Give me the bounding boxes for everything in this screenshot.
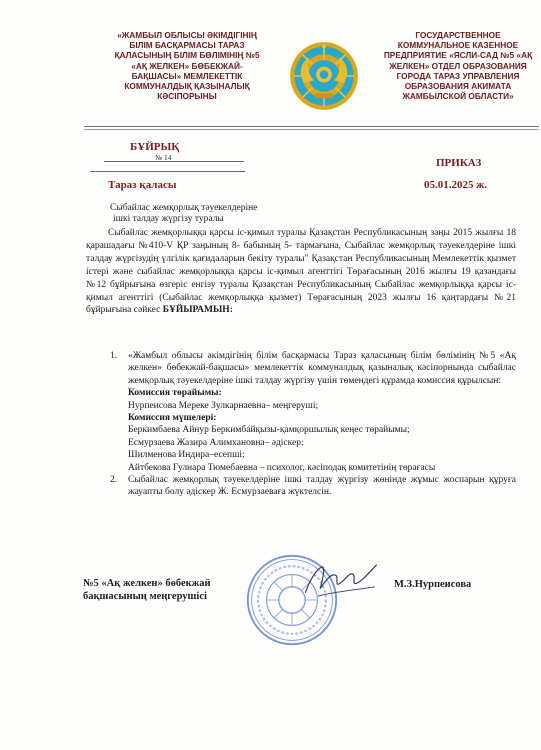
header-left-line: КӘСІПОРЫНЫ <box>157 91 217 102</box>
preamble <box>86 227 516 317</box>
header-divider-thin <box>84 129 539 130</box>
order-item <box>110 474 516 499</box>
header-right-line: ЖЕЛКЕН» ОТДЕЛ ОБРАЗОВАНИЯ <box>389 60 527 71</box>
org-name-kazakh <box>103 30 271 101</box>
position-line: №5 «Ақ желкен» бөбекжай <box>83 578 211 589</box>
header-right-line: ГОСУДАРСТВЕННОЕ <box>415 30 501 40</box>
header-left-line: ҚАЛАСЫНЫҢ БІЛІМ БӨЛІМІНІҢ №5 <box>114 50 260 61</box>
position-line: бақшасының меңгерушісі <box>83 591 207 602</box>
subject-line: Сыбайлас жемқорлық тәуекелдеріне <box>110 203 258 213</box>
item-text: «Жамбыл облысы әкімдігінің білім басқармасы Тараз қаласының білім бөлімінің №5 «Ақ желкен» бөбекжай-бақшасы» мемлекеттік коммуналдық қазыналық кәсіпорнында сыбайлас жемқорлық тәуекелдеріне ішкі талдау жүргізу үшін төмендегі құрамда комиссия құрылсын: <box>128 351 516 386</box>
header-left-line: «ЖАМБЫЛ ОБЛЫСЫ ӘКІМДІГІНІҢ <box>117 30 257 40</box>
command-word: БҰЙЫРАМЫН: <box>162 305 233 316</box>
order-item <box>110 350 516 474</box>
order-city: Тараз қаласы <box>108 179 177 191</box>
header-left-line: КОММУНАЛДЫҚ ҚАЗЫНАЛЫҚ <box>124 81 250 92</box>
header-right-line: ЖАМБЫЛСКОЙ ОБЛАСТИ» <box>402 91 514 102</box>
subject-line: ішкі талдау жүргізу туралы <box>113 214 224 225</box>
header-divider <box>84 126 539 127</box>
item-number: 2. <box>110 475 118 486</box>
order-number: № 14 <box>155 153 172 162</box>
member: Беркимбаева Айнур Беркимбайқызы-қамқоршылық кеңес төрайымы; <box>128 425 410 436</box>
handwritten-signature-icon <box>300 556 382 606</box>
header-left-line: БАҚШАСЫ» МЕМЛЕКЕТТІК <box>131 70 243 81</box>
signatory-position <box>83 577 211 603</box>
item-text: Сыбайлас жемқорлық тәуекелдеріне ішкі талдау жүргізу жөнінде жұмыс жоспарын құруға жауапты болу әдіскер Ж. Есмурзаеваға жүктелсін. <box>128 475 516 498</box>
header-right-line: КОММУНАЛЬНОЕ КАЗЕННОЕ <box>397 40 519 51</box>
date-underline <box>90 171 245 172</box>
preamble-text: Сыбайлас жемқорлыққа қарсы іс-қимыл туралы Қазақстан Республикасының заңы 2015 жылғы 18 қарашадағы №410-V ҚР заңының 8- бабының 5- тармағына, Сыбайлас жемқорлық тәуекелдеріне ішкі талдау жүргізудің үлгілік қағидаларын бекіту туралы" Қазақстан Республикасының Мемлекеттік қызмет істері және сыбайлас жемқорлыққа қарсы іс-қимыл агенттігі Төрағасының 2016 жылғы 19 қазандағы №12 бұйрығына өзгеріс енгізу туралы Қазақстан Республикасының Сыбайлас жемқорлыққа қарсы іс-қимыл агенттігі (Сыбайлас жемқорлыққа қызмет) Төрағасының 2023 жылғы 16 қаңтардағы №21 бұйрығына сәйкес <box>86 228 516 316</box>
header-left-line: БІЛІМ БАСҚАРМАСЫ ТАРАЗ <box>129 40 245 51</box>
member: Есмурзаева Жазира Алимхановна– әдіскер; <box>128 437 304 448</box>
header-right-line: ПРЕДПРИЯТИЕ «ЯСЛИ-САД №5 «АҚ <box>383 50 533 61</box>
org-name-russian <box>378 30 538 101</box>
order-date: 05.01.2025 ж. <box>424 179 487 191</box>
member: Айтбекова Гулнара Тюмебаевна – психолог, кәсіподақ комитетінің төрағасы <box>128 462 436 473</box>
item-number: 1. <box>110 351 118 361</box>
kazakhstan-state-emblem-icon <box>288 40 360 112</box>
order-subject <box>110 203 257 225</box>
signatory-name: М.З.Нурпеисова <box>394 579 472 590</box>
header-right-line: ОБРАЗОВАНИЯ АКИМАТА <box>404 81 512 92</box>
order-title-russian: ПРИКАЗ <box>436 157 482 169</box>
number-underline <box>104 161 244 162</box>
order-title-kazakh: БҰЙРЫҚ <box>130 141 180 153</box>
header-right-line: ГОРОДА ТАРАЗ УПРАВЛЕНИЯ <box>396 70 520 81</box>
order-items <box>110 350 516 499</box>
chair-name: Нурпеисова Мереке Зулкарнаевна– меңгеруші; <box>128 400 319 411</box>
chair-label: Комиссия төрайымы: <box>128 388 222 399</box>
header-left-line: «АҚ ЖЕЛКЕН» БӨБЕКЖАЙ- <box>131 60 243 71</box>
member: Шилменова Индира–есепші; <box>128 450 245 461</box>
members-label: Комиссия мүшелері: <box>128 413 217 424</box>
